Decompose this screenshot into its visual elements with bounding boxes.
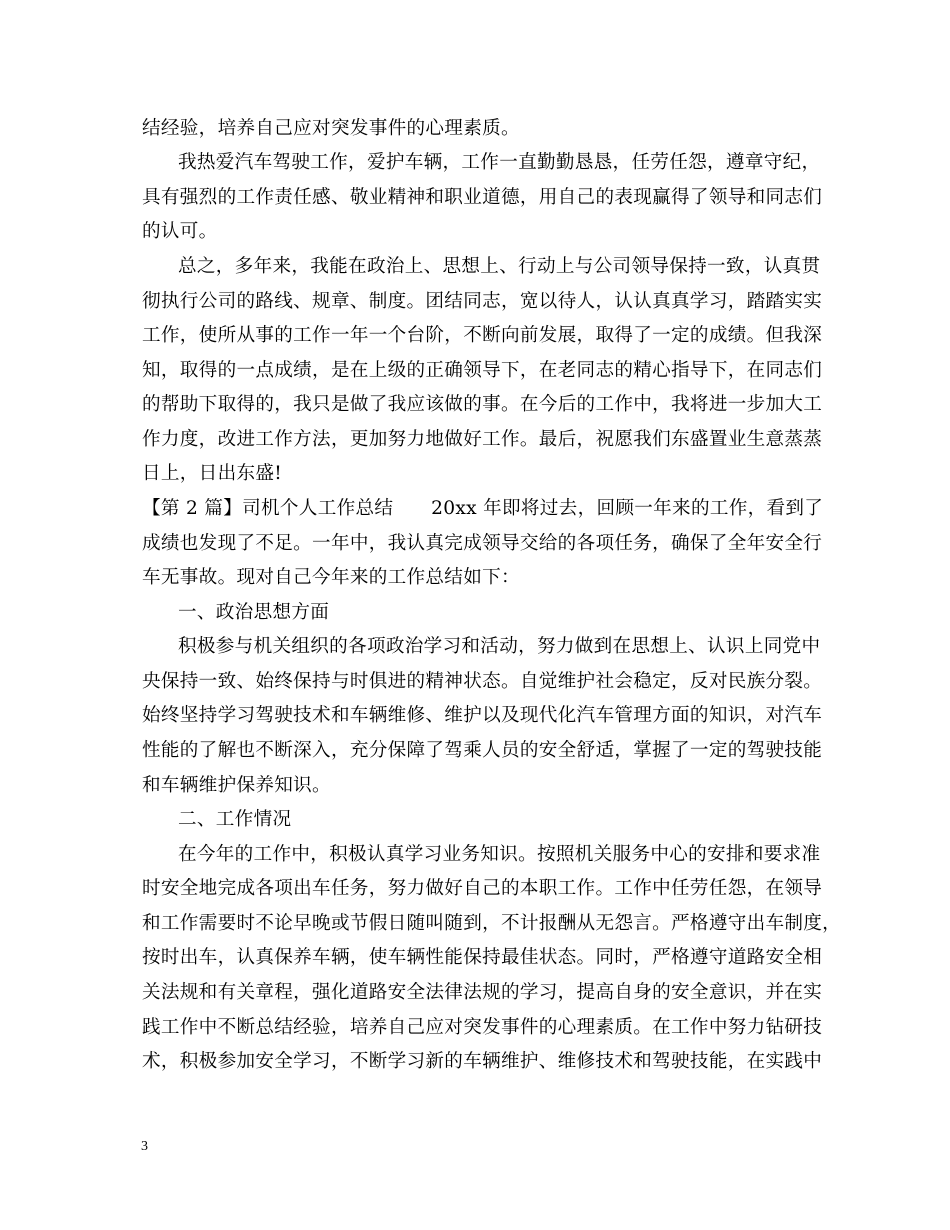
text-line: 按时出车，认真保养车辆，使车辆性能保持最佳状态。同时，严格遵守道路安全相	[142, 947, 823, 968]
text-line: 工作，使所从事的工作一年一个台阶，不断向前发展，取得了一定的成绩。但我深	[142, 325, 823, 346]
text-line: 成绩也发现了不足。一年中，我认真完成领导交给的各项任务，确保了全年安全行	[142, 533, 823, 554]
paragraph-first-line: 我热爱汽车驾驶工作，爱护车辆，工作一直勤勤恳恳，任劳任怨，遵章守纪，	[178, 152, 821, 173]
text-line: 具有强烈的工作责任感、敬业精神和职业道德，用自己的表现赢得了领导和同志们	[142, 187, 823, 208]
text-line: 作力度，改进工作方法，更加努力地做好工作。最后，祝愿我们东盛置业生意蒸蒸	[142, 429, 823, 450]
text-line: 的认可。	[142, 221, 218, 242]
text-line: 日上，日出东盛!	[142, 463, 283, 484]
text-line: 结经验，培养自己应对突发事件的心理素质。	[142, 118, 520, 139]
text-line: 关法规和有关章程，强化道路安全法律法规的学习，提高自身的安全意识，并在实	[142, 982, 823, 1003]
subheading: 一、政治思想方面	[178, 602, 330, 623]
text-line: 性能的了解也不断深入，充分保障了驾乘人员的安全舒适，掌握了一定的驾驶技能	[142, 740, 823, 761]
text-line: 和车辆维护保养知识。	[142, 775, 331, 796]
subheading: 二、工作情况	[178, 809, 292, 830]
text-line: 的帮助下取得的，我只是做了我应该做的事。在今后的工作中，我将进一步加大工	[142, 394, 823, 415]
paragraph-first-line: 总之，多年来，我能在政治上、思想上、行动上与公司领导保持一致，认真贯	[178, 256, 821, 277]
section-heading-line: 【第 2 篇】司机个人工作总结 20xx 年即将过去，回顾一年来的工作，看到了	[142, 498, 824, 519]
text-line: 时安全地完成各项出车任务，努力做好自己的本职工作。工作中任劳任怨，在领导	[142, 878, 823, 899]
text-line: 知，取得的一点成绩，是在上级的正确领导下，在老同志的精心指导下，在同志们	[142, 360, 823, 381]
text-line: 术，积极参加安全学习，不断学习新的车辆维护、维修技术和驾驶技能，在实践中	[142, 1051, 823, 1072]
paragraph-first-line: 在今年的工作中，积极认真学习业务知识。按照机关服务中心的安排和要求准	[178, 844, 821, 865]
page-number: 3	[141, 1139, 148, 1154]
text-line: 始终坚持学习驾驶技术和车辆维修、维护以及现代化汽车管理方面的知识，对汽车	[142, 705, 823, 726]
paragraph-first-line: 积极参与机关组织的各项政治学习和活动，努力做到在思想上、认识上同党中	[178, 636, 821, 657]
text-line: 和工作需要时不论早晚或节假日随叫随到，不计报酬从无怨言。严格遵守出车制度，	[142, 913, 842, 934]
text-line: 践工作中不断总结经验，培养自己应对突发事件的心理素质。在工作中努力钻研技	[142, 1017, 823, 1038]
text-line: 央保持一致、始终保持与时俱进的精神状态。自觉维护社会稳定，反对民族分裂。	[142, 671, 823, 692]
text-line: 彻执行公司的路线、规章、制度。团结同志，宽以待人，认认真真学习，踏踏实实	[142, 291, 823, 312]
text-line: 车无事故。现对自己今年来的工作总结如下：	[142, 567, 520, 588]
